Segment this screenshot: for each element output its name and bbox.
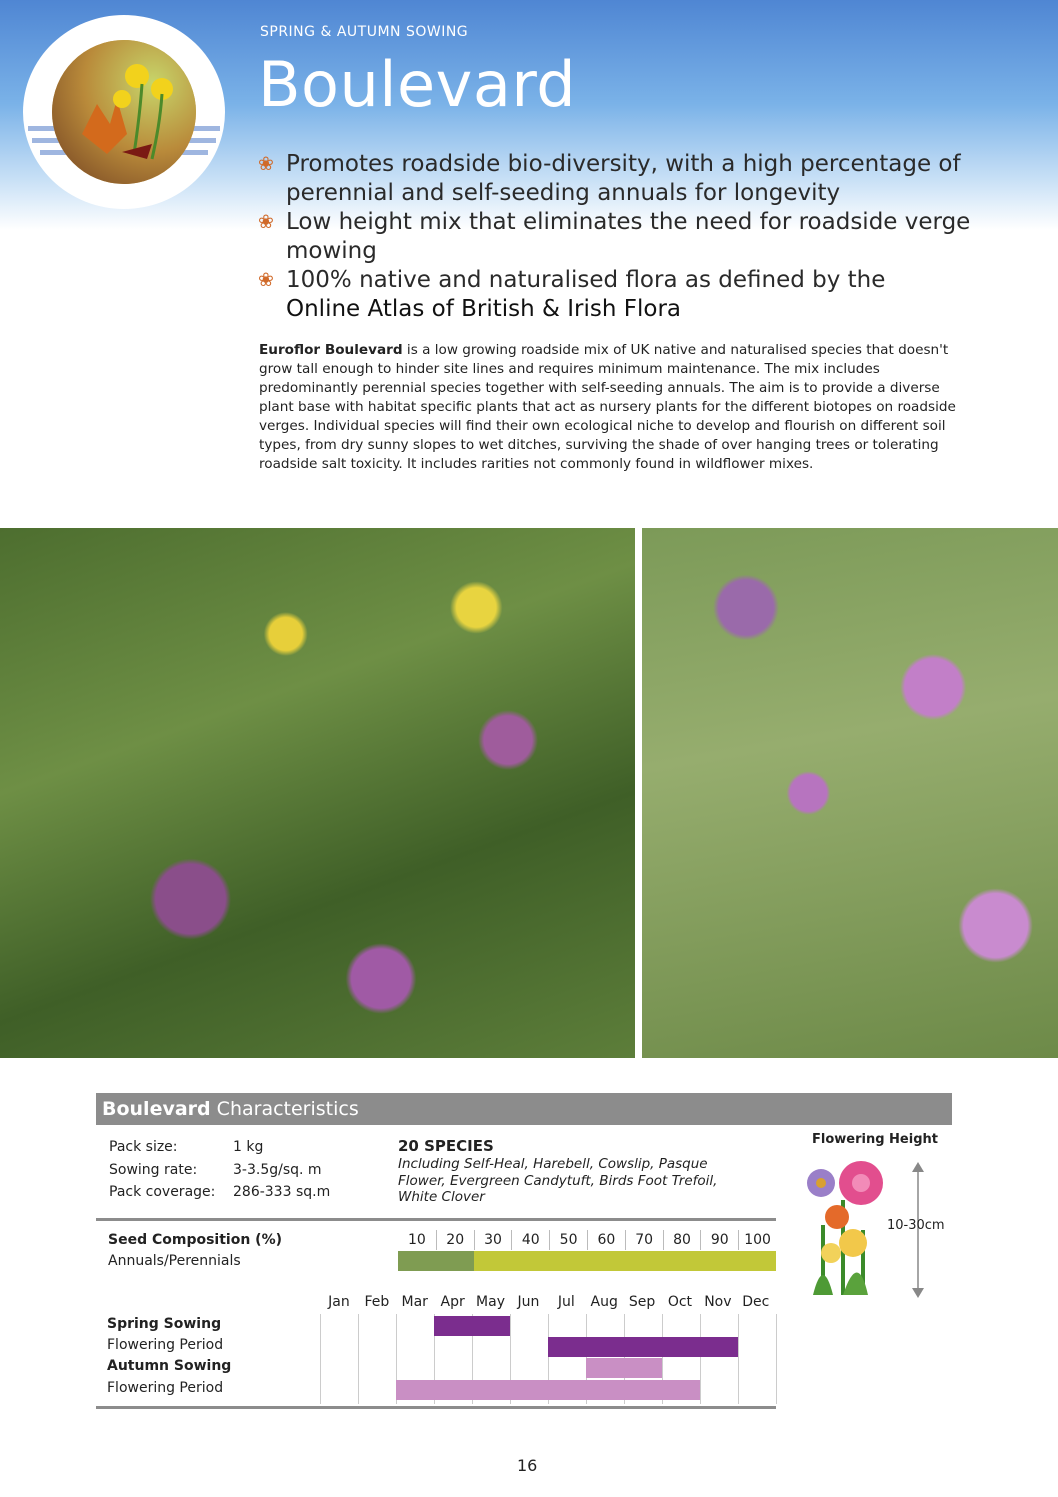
feature-item xyxy=(258,150,978,208)
spec-label: Sowing rate: xyxy=(109,1161,198,1178)
scale-tick: 10 xyxy=(407,1232,426,1248)
composition-scale xyxy=(398,1230,776,1250)
month-label: Jul xyxy=(557,1294,575,1310)
page-title: Boulevard xyxy=(258,48,577,121)
feature-list xyxy=(258,150,978,324)
grid-line xyxy=(776,1314,777,1404)
feature-item xyxy=(258,208,978,266)
scale-tick: 70 xyxy=(625,1230,663,1250)
flowering-height-value: 10-30cm xyxy=(887,1218,945,1233)
grid-line xyxy=(358,1314,359,1404)
month-label: May xyxy=(476,1294,505,1310)
month-label: Sep xyxy=(628,1294,656,1310)
flower-bullet-icon: ❀ xyxy=(258,211,274,233)
spec-value: 1 kg xyxy=(233,1139,264,1155)
spec-label: Pack coverage: xyxy=(109,1184,216,1200)
month-label: Aug xyxy=(590,1294,618,1310)
scale-tick: 100 xyxy=(738,1230,776,1250)
flower-bullet-icon: ❀ xyxy=(258,153,274,175)
scale-tick: 40 xyxy=(511,1230,549,1250)
spec-value: 3-3.5g/sq. m xyxy=(233,1161,322,1178)
meadow-photo-left xyxy=(0,528,635,1058)
feature-text: Low height mix that eliminates the need for roadside verge mowing xyxy=(286,209,971,264)
scale-tick: 90 xyxy=(700,1230,738,1250)
intro-body: is a low growing roadside mix of UK native and naturalised species that doesn't grow tall enough to hinder site lines and requires minimum maintenance. The mix includes predominantly perennial species together with self-seeding annuals. The aim is to provide a diverse plant base with habitat specific plants that act as nursery plants for the different biotopes on roadside verges. Individual species will find their own ecological niche to develop and flourish on different soil types, from dry sunny slopes to wet ditches, surviving the shade of over hanging trees or tolerating roadside salt toxicity. It includes rarities not commonly found in wildflower mixes. xyxy=(259,342,956,472)
month-label: Nov xyxy=(704,1294,732,1310)
grid-line xyxy=(320,1314,321,1404)
feature-text: Promotes roadside bio-diversity, with a high percentage of perennial and self-seeding annuals for longevity xyxy=(286,151,961,206)
atlas-link[interactable]: Online Atlas of British & Irish Flora xyxy=(286,296,681,322)
intro-lead: Euroflor Boulevard xyxy=(259,342,403,358)
schedule-label: Spring Sowing xyxy=(107,1316,222,1332)
month-label: Dec xyxy=(742,1294,770,1310)
spec-row xyxy=(109,1181,330,1204)
schedule-label: Autumn Sowing xyxy=(107,1358,232,1374)
divider xyxy=(96,1218,776,1221)
feature-item xyxy=(258,266,978,324)
scale-tick: 30 xyxy=(474,1230,512,1250)
daffodil-leaf-logo-icon xyxy=(22,14,226,210)
schedule-label: Flowering Period xyxy=(107,1337,224,1353)
grid-line xyxy=(700,1314,701,1404)
schedule-bar xyxy=(586,1358,662,1378)
month-label: Jan xyxy=(328,1294,350,1310)
month-header xyxy=(320,1292,775,1312)
characteristics-title-bold: Boulevard xyxy=(102,1098,211,1120)
flowering-height-title: Flowering Height xyxy=(812,1132,938,1147)
month-label: Apr xyxy=(440,1294,465,1310)
spec-value: 286-333 sq.m xyxy=(233,1184,331,1200)
schedule-label: Flowering Period xyxy=(107,1380,224,1396)
month-label: Mar xyxy=(401,1294,428,1310)
characteristics-title-rest: Characteristics xyxy=(210,1098,359,1120)
month-label: Feb xyxy=(364,1294,390,1310)
species-description: Including Self-Heal, Harebell, Cowslip, Pasque Flower, Evergreen Candytuft, Birds Foot Trefoil, White Clover xyxy=(398,1156,718,1205)
page-number: 16 xyxy=(517,1456,538,1475)
scale-tick: 80 xyxy=(663,1230,701,1250)
seed-composition-row-label: Annuals/Perennials xyxy=(108,1253,241,1269)
kicker: SPRING & AUTUMN SOWING xyxy=(260,24,469,40)
spec-row xyxy=(109,1159,330,1182)
seed-composition-title: Seed Composition (%) xyxy=(108,1232,282,1248)
spec-row xyxy=(109,1136,330,1159)
flower-illustration-icon xyxy=(803,1155,893,1300)
month-label: Oct xyxy=(667,1294,693,1310)
schedule-bar xyxy=(548,1337,738,1357)
campion-photo-right xyxy=(642,528,1058,1058)
spec-table xyxy=(109,1136,330,1204)
scale-tick: 20 xyxy=(436,1230,474,1250)
intro-paragraph xyxy=(259,341,971,474)
composition-bar xyxy=(398,1251,776,1271)
flower-bullet-icon: ❀ xyxy=(258,269,274,291)
grid-line xyxy=(738,1314,739,1404)
annuals-bar xyxy=(398,1251,474,1271)
scale-tick: 50 xyxy=(549,1230,587,1250)
scale-tick: 60 xyxy=(587,1230,625,1250)
schedule-bar xyxy=(434,1316,510,1336)
schedule-bar xyxy=(396,1380,700,1400)
species-count: 20 SPECIES xyxy=(398,1137,494,1155)
characteristics-header xyxy=(96,1093,952,1125)
feature-text: 100% native and naturalised flora as defined by the xyxy=(286,267,886,293)
spec-label: Pack size: xyxy=(109,1139,178,1155)
month-label: Jun xyxy=(517,1294,540,1310)
divider xyxy=(96,1406,776,1409)
